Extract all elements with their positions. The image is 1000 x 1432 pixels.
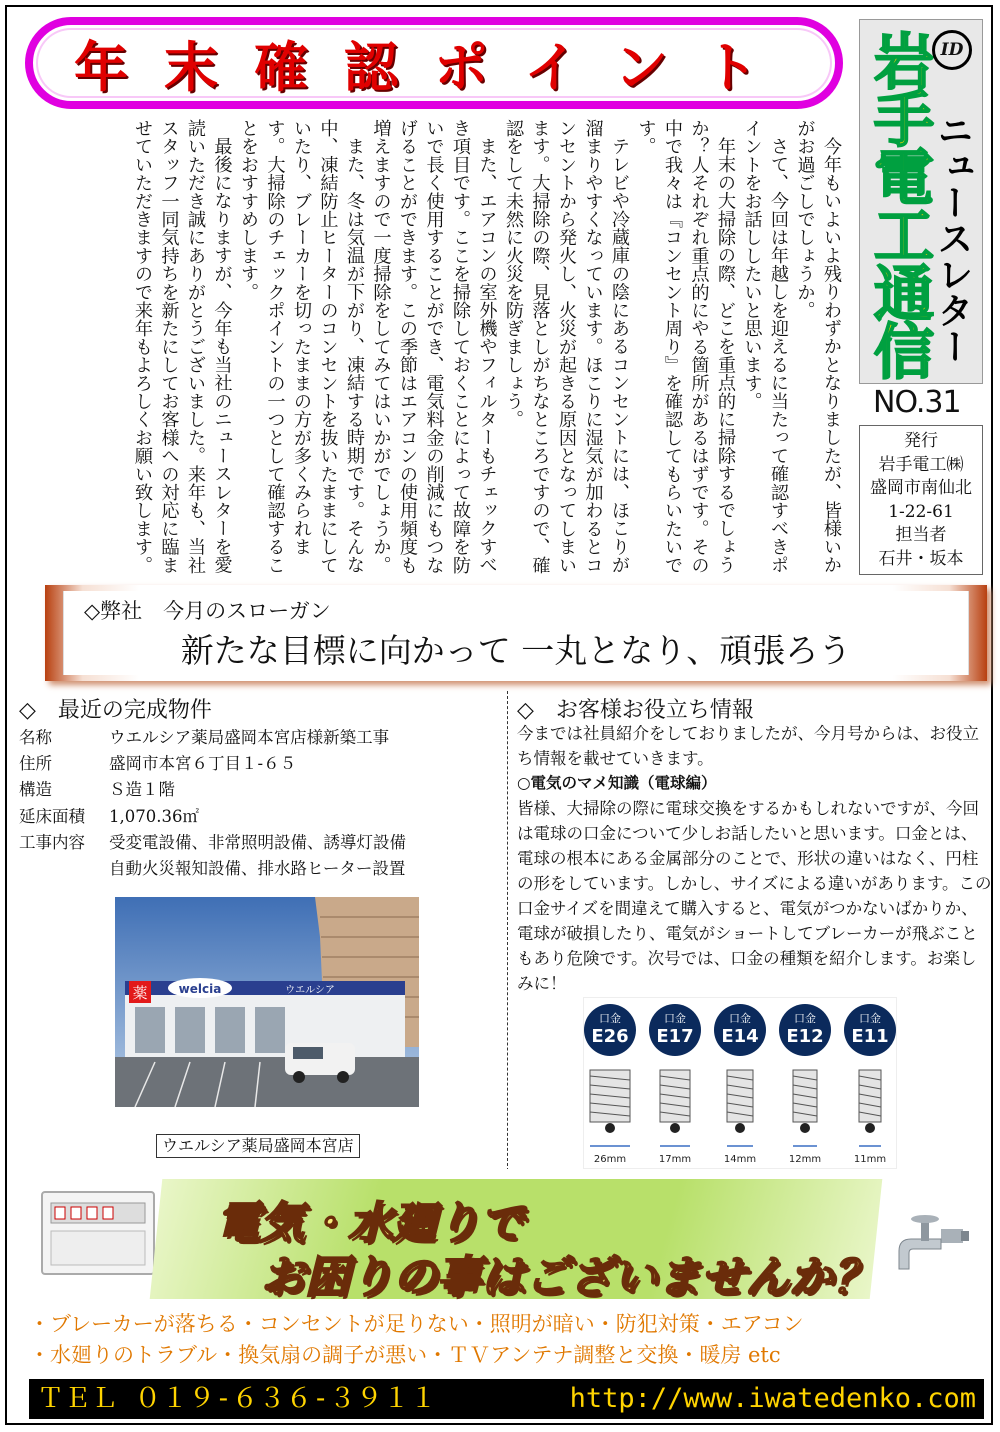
works-key: 工事内容 [19, 832, 85, 852]
article-paragraph: 最後になりますが、今年も当社のニュースレターを愛読いただき誠にありがとうございました。来年も、当社スタッフ一同気持ちを新たにしてお客様への対応に臨ませていただきますので来年もよろしくお願い致します。 [132, 119, 233, 574]
photo-sign-kana: ウエルシア [285, 985, 335, 996]
works-row [19, 854, 489, 880]
bulb-item [714, 1004, 766, 1165]
bulb-size-label: 11mm [853, 1154, 887, 1165]
publisher-line: 岩手電工㈱ [878, 454, 964, 475]
service-line-1: ・ブレーカーが落ちる・コンセントが足りない・照明が暗い・防犯対策・エアコン [29, 1312, 804, 1336]
bulb-tip [865, 1123, 875, 1133]
main-article [29, 119, 844, 574]
service-line-2: ・水廻りのトラブル・換気扇の調子が悪い・ＴＶアンテナ調整と交換・暖房 etc [29, 1343, 781, 1367]
website-link[interactable]: http://www.iwatedenko.com [569, 1383, 976, 1414]
bulb-size-label: 14mm [723, 1154, 757, 1165]
header-banner [25, 17, 843, 109]
article-paragraph: さて、今回は年越しを迎えるに当たって確認すべきポイントをお話ししたいと思います。 [741, 119, 789, 574]
service-list [29, 1309, 989, 1371]
service-ad [21, 1169, 981, 1309]
ad-headline-1: 電気・水廻りで [216, 1198, 524, 1249]
works-value: ウエルシア薬局盛岡本宮店様新築工事 [109, 728, 390, 748]
bulb-item [844, 1004, 896, 1165]
phone-number[interactable]: ＴＥＬ ０１９-６３６-３９１１ [37, 1383, 437, 1414]
publisher-line: 発行 [904, 431, 938, 451]
works-table [19, 723, 489, 880]
works-row [19, 802, 489, 828]
bulb-head-label: 口金 [794, 1012, 816, 1025]
bulb-item [649, 1004, 701, 1165]
publisher-line: 担当者 [895, 525, 947, 545]
bulb-code-label: E14 [721, 1026, 759, 1047]
column-divider [507, 691, 508, 1171]
article-paragraph: 今年もいよいよ残りわずかとなりましたが、皆様いかがお過ごしでしょうか。 [794, 119, 842, 574]
bulb-item [584, 1004, 636, 1165]
works-value: 盛岡市本宮６丁目１-６５ [109, 754, 297, 774]
photo-sign-welcia: welcia [178, 982, 222, 996]
works-row [19, 775, 489, 801]
bulb-size-graphic [584, 998, 896, 1168]
works-value: Ｓ造１階 [109, 780, 175, 800]
bulb-head-label: 口金 [599, 1012, 621, 1025]
slogan-panel [63, 591, 969, 675]
banner-title: 年末確認ポイント [74, 35, 794, 99]
works-row [19, 749, 489, 775]
bulb-head-label: 口金 [859, 1012, 881, 1025]
info-subtitle: ○電気のマメ知識（電球編） [517, 774, 717, 792]
bulb-head-label: 口金 [729, 1012, 751, 1025]
bulb-size-label: 17mm [658, 1154, 692, 1165]
masthead [859, 19, 983, 384]
newsletter-page [5, 5, 993, 1425]
faucet-icon [891, 1209, 971, 1299]
photo-caption: ウエルシア薬局盛岡本宮店 [156, 1134, 360, 1158]
photo-sign-kanji: 薬 [132, 984, 148, 1002]
works-key: 延床面積 [19, 806, 85, 826]
breaker-panel-drawing [43, 1193, 153, 1273]
publisher-box [859, 425, 983, 575]
ad-headline-2: お困りの事はございませんか？ [261, 1252, 877, 1303]
info-section [517, 721, 992, 996]
works-key: 構造 [19, 780, 52, 800]
works-title: ◇ 最近の完成物件 [19, 698, 212, 723]
bulb-head-label: 口金 [664, 1012, 686, 1025]
masthead-title: 岩手電工通信 [864, 30, 934, 378]
works-value: 自動火災報知設備、排水路ヒーター設置 [109, 859, 406, 879]
bulb-code-label: E26 [591, 1026, 629, 1047]
article-paragraph: 年末の大掃除の際、どこを重点的に掃除するでしょうか？人それぞれ重点的にやる箇所があるはずです。その中で我々は『コンセント周り』を確認してもらいたいです。 [635, 119, 736, 574]
bulb-size-label: 12mm [788, 1154, 822, 1165]
works-row [19, 828, 489, 854]
info-body: 皆様、大掃除の際に電球交換をするかもしれないですが、今回は電球の口金について少しお話したいと思います。口金とは、電球の根本にある金属部分のことで、形状の違いはなく、円柱の形をしています。しかし、サイズによる違いがあります。この口金サイズを間違えて購入すると、電気がつかないばかりか、電球が破損したり、電気がショートしてブレーカーが飛ぶこともあり危険です。次号では、口金の種類を紹介します。お楽しみに！ [517, 799, 992, 993]
slogan-label: ◇弊社 今月のスローガン [84, 599, 331, 623]
bulb-tip [605, 1123, 615, 1133]
article-paragraph: テレビや冷蔵庫の陰にあるコンセントには、ほこりが溜まりやすくなっています。ほこりに湿気が加わるとコンセントから発火し、火災が起きる原因となってしまいます。大掃除の際、見落としがちなところですので、確認をして未然に火災を防ぎましょう。 [503, 119, 630, 574]
info-intro: 今までは社員紹介をしておりましたが、今月号からは、お役立ち情報を載せていきます。 [517, 724, 979, 768]
works-key: 名称 [19, 728, 52, 748]
article-paragraph: また、冬は気温が下がり、凍結する時期です。そんな中、凍結防止ヒーターのコンセントを抜いたままにしていたり、ブレーカーを切ったままの方が多くみられます。大掃除のチェックポイントの一つとして確認することをおすすめします。 [238, 119, 365, 574]
bulb-size-chart [583, 997, 897, 1169]
store-photo-image [115, 897, 419, 1107]
bulb-code-label: E17 [656, 1026, 694, 1047]
contact-bar [29, 1379, 984, 1419]
slogan-banner [45, 585, 987, 681]
works-key: 住所 [19, 754, 52, 774]
masthead-subtitle: ニュースレター [932, 112, 973, 364]
bulb-item [779, 1004, 831, 1165]
company-logo-icon: ID [932, 30, 972, 70]
bulb-tip [735, 1123, 745, 1133]
works-value: 受変電設備、非常照明設備、誘導灯設備 [109, 832, 406, 852]
faucet-drawing [891, 1209, 971, 1299]
info-title: ◇ お客様お役立ち情報 [517, 698, 754, 723]
slogan-text: 新たな目標に向かって 一丸となり、頑張ろう [180, 631, 852, 670]
issue-number: NO.31 [873, 385, 961, 420]
bulb-size-label: 26mm [593, 1154, 627, 1165]
publisher-line: 石井・坂本 [878, 548, 964, 569]
publisher-line: 1-22-61 [888, 501, 954, 522]
works-value: 1,070.36㎡ [109, 806, 199, 826]
bulb-tip [800, 1123, 810, 1133]
breaker-panel-icon [41, 1191, 155, 1275]
works-row [19, 723, 489, 749]
bulb-code-label: E11 [851, 1026, 889, 1047]
article-paragraph: また、エアコンの室外機やフィルターもチェックすべき項目です。ここを掃除しておくことによって故障を防いで長く使用することができ、電気料金の削減にもつなげることができます。この季節はエアコンの使用頻度も増えますので一度掃除をしてみてはいかがでしょうか。 [370, 119, 498, 574]
bulb-code-label: E12 [786, 1026, 824, 1047]
publisher-line: 盛岡市南仙北 [870, 478, 972, 498]
store-photo [115, 897, 419, 1107]
bulb-tip [670, 1123, 680, 1133]
